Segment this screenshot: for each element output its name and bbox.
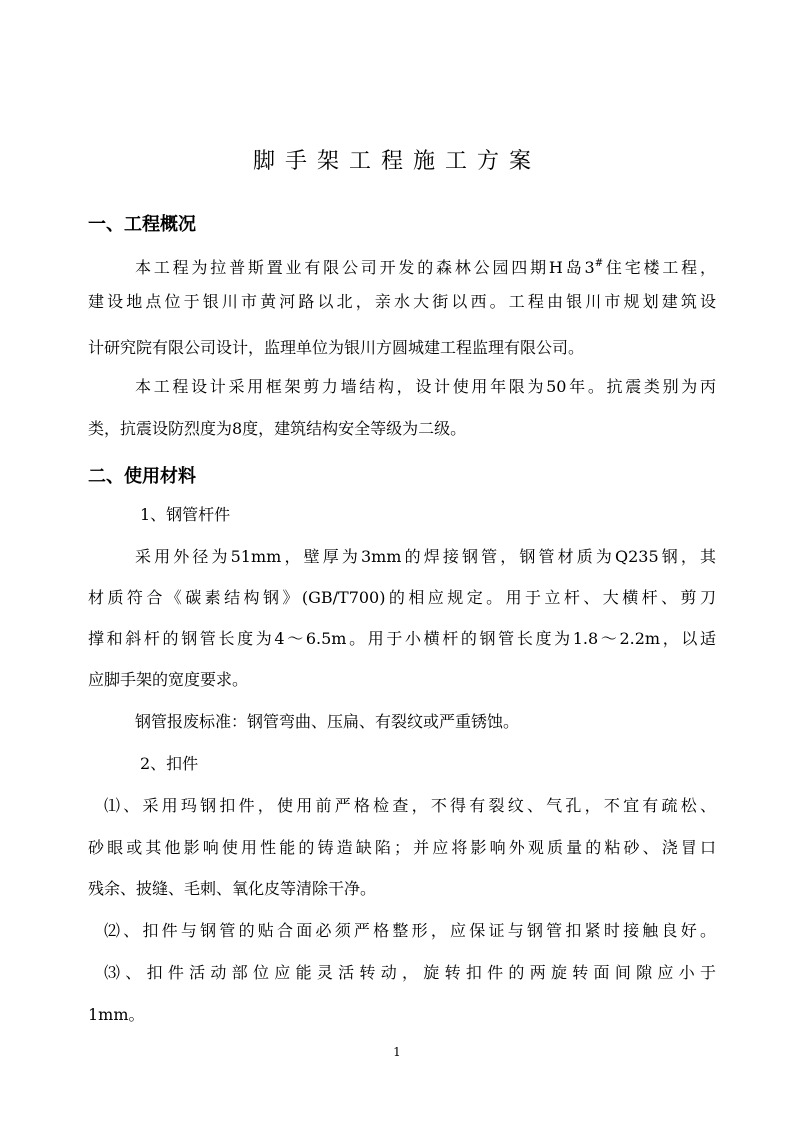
paragraph-line: 撑和斜杆的钢管长度为4～6.5m。用于小横杆的钢管长度为1.8～2.2m，以适 bbox=[88, 629, 716, 648]
paragraph-line: 钢管报废标准：钢管弯曲、压扁、有裂纹或严重锈蚀。 bbox=[135, 712, 520, 731]
paragraph-line: ⑵、扣件与钢管的贴合面必须严格整形，应保证与钢管扣紧时接触良好。 bbox=[104, 921, 716, 940]
subsection-heading: 2、扣件 bbox=[140, 754, 199, 773]
document-title: 脚手架工程施工方案 bbox=[252, 149, 541, 174]
subsection-heading: 1、钢管杆件 bbox=[140, 505, 231, 524]
paragraph-line: 计研究院有限公司设计，监理单位为银川方圆城建工程监理有限公司。 bbox=[88, 338, 585, 357]
paragraph-line: 建设地点位于银川市黄河路以北，亲水大街以西。工程由银川市规划建筑设 bbox=[88, 292, 716, 311]
paragraph-line: 类，抗震设防烈度为8度，建筑结构安全等级为二级。 bbox=[88, 419, 467, 438]
paragraph-line: ⑶、扣件活动部位应能灵活转动，旋转扣件的两旋转面间隙应小于 bbox=[104, 963, 716, 982]
section-heading-overview: 一、工程概况 bbox=[88, 214, 196, 235]
paragraph-line: 砂眼或其他影响使用性能的铸造缺陷；并应将影响外观质量的粘砂、浇冒口 bbox=[88, 838, 716, 857]
paragraph-line: ⑴、采用玛钢扣件，使用前严格检查，不得有裂纹、气孔，不宜有疏松、 bbox=[104, 796, 716, 815]
paragraph-line: 应脚手架的宽度要求。 bbox=[88, 670, 249, 689]
paragraph-line: 本工程为拉普斯置业有限公司开发的森林公园四期H岛3#住宅楼工程， bbox=[135, 258, 716, 277]
paragraph-line: 1mm。 bbox=[88, 1005, 145, 1024]
paragraph-line: 本工程设计采用框架剪力墙结构，设计使用年限为50年。抗震类别为丙 bbox=[135, 377, 716, 396]
paragraph-line: 采用外径为51mm，壁厚为3mm的焊接钢管，钢管材质为Q235钢，其 bbox=[135, 547, 716, 566]
section-heading-materials: 二、使用材料 bbox=[88, 466, 196, 487]
page-number: 1 bbox=[393, 1045, 401, 1059]
paragraph-line: 残余、披缝、毛刺、氧化皮等清除干净。 bbox=[88, 879, 377, 898]
superscript-mark: # bbox=[594, 258, 604, 269]
paragraph-line: 材质符合《碳素结构钢》(GB/T700)的相应规定。用于立杆、大横杆、剪刀 bbox=[88, 588, 716, 607]
